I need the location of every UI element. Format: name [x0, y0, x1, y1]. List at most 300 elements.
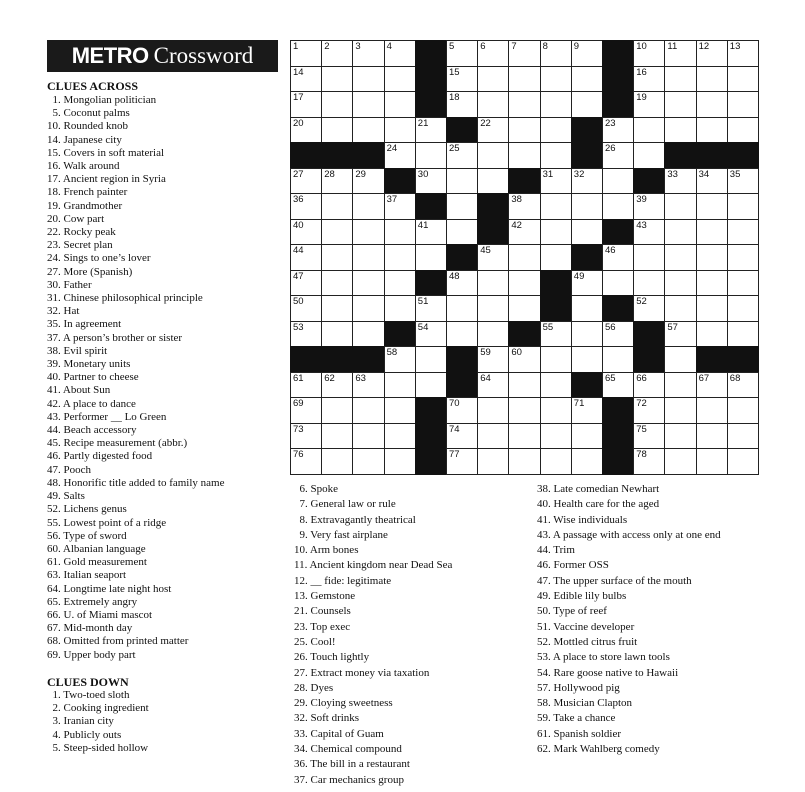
- grid-cell[interactable]: [352, 448, 384, 475]
- grid-cell[interactable]: [415, 219, 447, 246]
- clue-item: 35. In agreement: [47, 318, 122, 331]
- grid-cell[interactable]: [664, 219, 696, 246]
- clue-item: 31. Chinese philosophical principle: [47, 292, 203, 305]
- clue-item: 59. Take a chance: [537, 712, 616, 725]
- grid-cell[interactable]: [540, 372, 572, 399]
- grid-cell[interactable]: [540, 193, 572, 220]
- grid-cell[interactable]: [540, 66, 572, 93]
- grid-cell[interactable]: [664, 66, 696, 93]
- grid-cell[interactable]: [540, 219, 572, 246]
- grid-cell[interactable]: [727, 372, 759, 399]
- grid-cell[interactable]: [664, 346, 696, 373]
- clue-item: 5. Coconut palms: [47, 107, 130, 120]
- clue-item: 12. __ fide: legitimate: [294, 574, 392, 587]
- grid-cell[interactable]: [571, 321, 603, 348]
- grid-cell[interactable]: [696, 244, 728, 271]
- grid-cell[interactable]: [321, 321, 353, 348]
- grid-cell[interactable]: [508, 193, 540, 220]
- grid-cell[interactable]: [696, 372, 728, 399]
- grid-cell[interactable]: [352, 270, 384, 297]
- grid-cell[interactable]: [352, 244, 384, 271]
- grid-black-square: [446, 244, 478, 271]
- grid-cell[interactable]: [290, 372, 322, 399]
- clue-number: 57: [667, 321, 678, 333]
- clue-item: 18. French painter: [47, 186, 128, 199]
- clue-item: 63. Italian seaport: [47, 569, 127, 582]
- grid-cell[interactable]: [664, 423, 696, 450]
- grid-cell[interactable]: [352, 219, 384, 246]
- clue-item: 41. Wise individuals: [537, 513, 628, 526]
- clue-item: 27. More (Spanish): [47, 265, 133, 278]
- clue-number: 59: [480, 347, 491, 359]
- grid-black-square: [602, 423, 634, 450]
- grid-cell[interactable]: [352, 66, 384, 93]
- grid-cell[interactable]: [633, 295, 665, 322]
- grid-black-square: [602, 397, 634, 424]
- grid-cell[interactable]: [415, 117, 447, 144]
- clue-item: 15. Covers in soft material: [47, 146, 165, 159]
- grid-black-square: [415, 193, 447, 220]
- grid-cell[interactable]: [290, 397, 322, 424]
- clue-number: 76: [293, 449, 304, 461]
- grid-cell[interactable]: [508, 219, 540, 246]
- grid-cell[interactable]: [508, 295, 540, 322]
- grid-cell[interactable]: [415, 244, 447, 271]
- grid-cell[interactable]: [508, 66, 540, 93]
- grid-cell[interactable]: [696, 40, 728, 67]
- grid-cell[interactable]: [446, 193, 478, 220]
- grid-cell[interactable]: [477, 321, 509, 348]
- grid-cell[interactable]: [540, 448, 572, 475]
- grid-cell[interactable]: [540, 244, 572, 271]
- grid-cell[interactable]: [602, 142, 634, 169]
- clue-number: 34: [698, 168, 710, 180]
- clue-number: 67: [698, 372, 710, 384]
- grid-cell[interactable]: [633, 117, 665, 144]
- grid-cell[interactable]: [352, 295, 384, 322]
- grid-cell[interactable]: [508, 372, 540, 399]
- grid-cell[interactable]: [540, 40, 572, 67]
- grid-cell[interactable]: [352, 117, 384, 144]
- grid-cell[interactable]: [321, 66, 353, 93]
- grid-cell[interactable]: [352, 193, 384, 220]
- grid-cell[interactable]: [384, 270, 416, 297]
- grid-black-square: [352, 142, 384, 169]
- grid-cell[interactable]: [571, 295, 603, 322]
- clue-item: 49. Edible lily bulbs: [537, 590, 627, 603]
- grid-cell[interactable]: [384, 372, 416, 399]
- grid-cell[interactable]: [664, 40, 696, 67]
- grid-cell[interactable]: [696, 270, 728, 297]
- clue-number: 73: [293, 423, 304, 435]
- grid-cell[interactable]: [602, 193, 634, 220]
- clue-number: 66: [636, 372, 647, 384]
- grid-cell[interactable]: [696, 423, 728, 450]
- grid-cell[interactable]: [446, 40, 478, 67]
- grid-cell[interactable]: [508, 448, 540, 475]
- clue-number: 32: [573, 168, 585, 180]
- grid-cell[interactable]: [384, 66, 416, 93]
- grid-cell[interactable]: [446, 66, 478, 93]
- clue-item: 16. Walk around: [47, 160, 120, 173]
- grid-black-square: [384, 321, 416, 348]
- grid-cell[interactable]: [477, 244, 509, 271]
- clue-item: 53. A place to store lawn tools: [537, 651, 670, 664]
- grid-cell[interactable]: [633, 423, 665, 450]
- grid-cell[interactable]: [508, 423, 540, 450]
- grid-cell[interactable]: [540, 168, 572, 195]
- grid-black-square: [415, 66, 447, 93]
- grid-cell[interactable]: [664, 91, 696, 118]
- clue-number: 23: [605, 117, 616, 129]
- grid-cell[interactable]: [633, 142, 665, 169]
- grid-black-square: [508, 168, 540, 195]
- grid-cell[interactable]: [727, 270, 759, 297]
- grid-cell[interactable]: [352, 91, 384, 118]
- grid-cell[interactable]: [602, 321, 634, 348]
- grid-cell[interactable]: [477, 66, 509, 93]
- clue-number: 38: [511, 194, 522, 206]
- clue-item: 24. Sings to one’s lover: [47, 252, 151, 265]
- grid-cell[interactable]: [321, 168, 353, 195]
- grid-cell[interactable]: [321, 117, 353, 144]
- grid-cell[interactable]: [664, 321, 696, 348]
- grid-cell[interactable]: [727, 117, 759, 144]
- grid-cell[interactable]: [571, 193, 603, 220]
- grid-cell[interactable]: [384, 91, 416, 118]
- grid-cell[interactable]: [696, 117, 728, 144]
- grid-cell[interactable]: [602, 168, 634, 195]
- grid-cell[interactable]: [602, 346, 634, 373]
- grid-cell[interactable]: [384, 397, 416, 424]
- grid-black-square: [446, 372, 478, 399]
- grid-cell[interactable]: [290, 270, 322, 297]
- grid-cell[interactable]: [540, 142, 572, 169]
- grid-cell[interactable]: [477, 448, 509, 475]
- grid-cell[interactable]: [321, 91, 353, 118]
- grid-cell[interactable]: [477, 397, 509, 424]
- grid-cell[interactable]: [477, 40, 509, 67]
- grid-cell[interactable]: [571, 66, 603, 93]
- grid-cell[interactable]: [477, 168, 509, 195]
- grid-cell[interactable]: [477, 270, 509, 297]
- grid-cell[interactable]: [508, 117, 540, 144]
- clue-item: 44. Trim: [537, 544, 575, 557]
- grid-cell[interactable]: [446, 168, 478, 195]
- grid-cell[interactable]: [602, 244, 634, 271]
- clue-item: 20. Cow part: [47, 212, 105, 225]
- grid-cell[interactable]: [571, 346, 603, 373]
- grid-cell[interactable]: [477, 295, 509, 322]
- clue-number: 68: [729, 372, 741, 384]
- clue-number: 15: [449, 66, 460, 78]
- grid-cell[interactable]: [664, 270, 696, 297]
- grid-black-square: [696, 346, 728, 373]
- grid-cell[interactable]: [477, 372, 509, 399]
- clue-item: 64. Longtime late night host: [47, 582, 172, 595]
- grid-black-square: [571, 372, 603, 399]
- grid-cell[interactable]: [477, 91, 509, 118]
- clue-number: 26: [605, 143, 616, 155]
- grid-cell[interactable]: [571, 448, 603, 475]
- clue-number: 55: [542, 321, 554, 333]
- grid-cell[interactable]: [477, 346, 509, 373]
- grid-cell[interactable]: [508, 397, 540, 424]
- grid-cell[interactable]: [696, 295, 728, 322]
- clue-item: 43. A passage with access only at one end: [537, 528, 721, 541]
- grid-cell[interactable]: [415, 142, 447, 169]
- grid-cell[interactable]: [540, 321, 572, 348]
- grid-cell[interactable]: [696, 91, 728, 118]
- grid-cell[interactable]: [321, 193, 353, 220]
- grid-cell[interactable]: [727, 168, 759, 195]
- grid-cell[interactable]: [696, 193, 728, 220]
- grid-cell[interactable]: [477, 142, 509, 169]
- grid-cell[interactable]: [352, 321, 384, 348]
- grid-cell[interactable]: [384, 193, 416, 220]
- clue-number: 28: [324, 168, 335, 180]
- grid-cell[interactable]: [633, 244, 665, 271]
- grid-cell[interactable]: [727, 448, 759, 475]
- grid-cell[interactable]: [290, 40, 322, 67]
- grid-cell[interactable]: [727, 193, 759, 220]
- grid-cell[interactable]: [415, 295, 447, 322]
- clue-number: 36: [293, 194, 304, 206]
- grid-cell[interactable]: [290, 91, 322, 118]
- grid-cell[interactable]: [290, 448, 322, 475]
- grid-cell[interactable]: [602, 372, 634, 399]
- grid-cell[interactable]: [446, 270, 478, 297]
- grid-cell[interactable]: [384, 219, 416, 246]
- clue-number: 53: [293, 321, 304, 333]
- grid-cell[interactable]: [321, 423, 353, 450]
- grid-cell[interactable]: [571, 91, 603, 118]
- grid-cell[interactable]: [290, 117, 322, 144]
- grid-cell[interactable]: [384, 40, 416, 67]
- clue-item: 38. Late comedian Newhart: [537, 483, 660, 495]
- grid-cell[interactable]: [727, 219, 759, 246]
- grid-cell[interactable]: [290, 321, 322, 348]
- grid-cell[interactable]: [321, 270, 353, 297]
- grid-cell[interactable]: [290, 423, 322, 450]
- grid-cell[interactable]: [477, 423, 509, 450]
- clue-item: 54. Rare goose native to Hawaii: [537, 666, 679, 679]
- grid-black-square: [321, 142, 353, 169]
- grid-cell[interactable]: [664, 193, 696, 220]
- clue-number: 11: [667, 41, 678, 52]
- clue-item: 10. Rounded knob: [47, 120, 128, 133]
- grid-cell[interactable]: [508, 91, 540, 118]
- clue-number: 72: [636, 398, 647, 410]
- grid-cell[interactable]: [384, 295, 416, 322]
- clues-across-list: [47, 94, 224, 662]
- grid-cell[interactable]: [321, 397, 353, 424]
- clue-number: 54: [417, 321, 429, 333]
- grid-cell[interactable]: [540, 346, 572, 373]
- grid-cell[interactable]: [664, 397, 696, 424]
- grid-cell[interactable]: [633, 397, 665, 424]
- grid-cell[interactable]: [321, 244, 353, 271]
- grid-cell[interactable]: [696, 219, 728, 246]
- clue-item: 10. Arm bones: [294, 544, 359, 557]
- grid-cell[interactable]: [540, 91, 572, 118]
- grid-cell[interactable]: [321, 295, 353, 322]
- grid-cell[interactable]: [352, 40, 384, 67]
- clue-item: 52. Mottled citrus fruit: [537, 635, 638, 648]
- grid-cell[interactable]: [664, 117, 696, 144]
- grid-cell[interactable]: [696, 66, 728, 93]
- grid-cell[interactable]: [415, 321, 447, 348]
- grid-cell[interactable]: [508, 142, 540, 169]
- grid-cell[interactable]: [446, 219, 478, 246]
- grid-cell[interactable]: [321, 219, 353, 246]
- clue-item: 19. Grandmother: [47, 199, 123, 212]
- clue-item: 21. Counsels: [294, 605, 351, 618]
- clue-number: 21: [417, 117, 429, 129]
- grid-cell[interactable]: [571, 40, 603, 67]
- clue-item: 23. Secret plan: [47, 239, 113, 252]
- clue-number: 41: [417, 219, 429, 231]
- grid-cell[interactable]: [571, 397, 603, 424]
- grid-cell[interactable]: [664, 244, 696, 271]
- grid-cell[interactable]: [415, 372, 447, 399]
- clue-item: 43. Performer __ Lo Green: [47, 410, 167, 423]
- grid-cell[interactable]: [633, 40, 665, 67]
- grid-cell[interactable]: [633, 91, 665, 118]
- title-metro: METRO: [71, 43, 149, 68]
- clue-item: 7. General law or rule: [294, 498, 396, 511]
- grid-black-square: [477, 219, 509, 246]
- crossword-title: [47, 40, 278, 72]
- grid-cell[interactable]: [664, 372, 696, 399]
- grid-cell[interactable]: [727, 423, 759, 450]
- grid-cell[interactable]: [727, 40, 759, 67]
- grid-cell[interactable]: [508, 244, 540, 271]
- grid-cell[interactable]: [633, 270, 665, 297]
- grid-cell[interactable]: [384, 244, 416, 271]
- grid-cell[interactable]: [446, 142, 478, 169]
- grid-cell[interactable]: [290, 244, 322, 271]
- clue-number: 71: [573, 398, 585, 410]
- grid-black-square: [602, 219, 634, 246]
- grid-cell[interactable]: [415, 168, 447, 195]
- grid-cell[interactable]: [508, 270, 540, 297]
- grid-cell[interactable]: [540, 423, 572, 450]
- grid-black-square: [415, 423, 447, 450]
- grid-cell[interactable]: [727, 91, 759, 118]
- grid-cell[interactable]: [352, 168, 384, 195]
- clue-item: 4. Publicly outs: [47, 728, 122, 741]
- grid-cell[interactable]: [571, 270, 603, 297]
- grid-black-square: [540, 295, 572, 322]
- clues-down-list-1: [47, 689, 149, 755]
- grid-cell[interactable]: [633, 448, 665, 475]
- grid-cell[interactable]: [727, 66, 759, 93]
- clue-number: 4: [386, 41, 392, 52]
- grid-cell[interactable]: [384, 448, 416, 475]
- grid-cell[interactable]: [352, 423, 384, 450]
- grid-cell[interactable]: [508, 40, 540, 67]
- grid-cell[interactable]: [352, 397, 384, 424]
- grid-cell[interactable]: [633, 372, 665, 399]
- grid-cell[interactable]: [384, 346, 416, 373]
- grid-cell[interactable]: [727, 321, 759, 348]
- grid-cell[interactable]: [352, 372, 384, 399]
- clue-number: 9: [573, 41, 580, 52]
- grid-cell[interactable]: [321, 40, 353, 67]
- grid-cell[interactable]: [727, 397, 759, 424]
- grid-cell[interactable]: [664, 168, 696, 195]
- grid-cell[interactable]: [446, 448, 478, 475]
- grid-cell[interactable]: [384, 423, 416, 450]
- grid-cell[interactable]: [384, 117, 416, 144]
- grid-cell[interactable]: [696, 168, 728, 195]
- grid-cell[interactable]: [446, 295, 478, 322]
- grid-cell[interactable]: [727, 244, 759, 271]
- grid-cell[interactable]: [664, 448, 696, 475]
- grid-cell[interactable]: [415, 346, 447, 373]
- grid-black-square: [446, 346, 478, 373]
- grid-cell[interactable]: [571, 168, 603, 195]
- grid-cell[interactable]: [602, 270, 634, 297]
- grid-cell[interactable]: [477, 117, 509, 144]
- clue-item: 34. Chemical compound: [294, 743, 402, 756]
- grid-cell[interactable]: [540, 117, 572, 144]
- grid-cell[interactable]: [571, 219, 603, 246]
- clue-item: 22. Rocky peak: [47, 226, 116, 239]
- clue-item: 37. A person’s brother or sister: [47, 331, 183, 344]
- clue-number: 77: [449, 449, 460, 461]
- clue-item: 58. Musician Clapton: [537, 697, 633, 710]
- grid-cell[interactable]: [384, 142, 416, 169]
- grid-cell[interactable]: [321, 372, 353, 399]
- grid-cell[interactable]: [290, 193, 322, 220]
- grid-cell[interactable]: [633, 66, 665, 93]
- grid-cell[interactable]: [727, 295, 759, 322]
- clue-number: 47: [293, 270, 304, 282]
- grid-cell[interactable]: [633, 219, 665, 246]
- grid-cell[interactable]: [290, 295, 322, 322]
- clue-number: 30: [417, 168, 429, 180]
- grid-cell[interactable]: [290, 168, 322, 195]
- grid-cell[interactable]: [446, 91, 478, 118]
- grid-black-square: [540, 270, 572, 297]
- grid-cell[interactable]: [446, 397, 478, 424]
- grid-black-square: [727, 142, 759, 169]
- grid-cell[interactable]: [290, 66, 322, 93]
- grid-cell[interactable]: [602, 117, 634, 144]
- grid-cell[interactable]: [508, 346, 540, 373]
- grid-cell[interactable]: [696, 397, 728, 424]
- grid-cell[interactable]: [696, 448, 728, 475]
- grid-cell[interactable]: [321, 448, 353, 475]
- clues-down-list-3: [537, 482, 721, 757]
- grid-cell[interactable]: [571, 423, 603, 450]
- grid-cell[interactable]: [664, 295, 696, 322]
- clue-item: 46. Partly digested food: [47, 450, 153, 463]
- grid-cell[interactable]: [290, 219, 322, 246]
- grid-cell[interactable]: [540, 397, 572, 424]
- clue-item: 11. Ancient kingdom near Dead Sea: [294, 559, 453, 572]
- grid-black-square: [571, 142, 603, 169]
- grid-cell[interactable]: [446, 423, 478, 450]
- grid-cell[interactable]: [446, 321, 478, 348]
- clue-number: 52: [636, 296, 647, 308]
- grid-cell[interactable]: [696, 321, 728, 348]
- clue-item: 40. Partner to cheese: [47, 371, 139, 384]
- grid-cell[interactable]: [633, 193, 665, 220]
- grid-black-square: [633, 346, 665, 373]
